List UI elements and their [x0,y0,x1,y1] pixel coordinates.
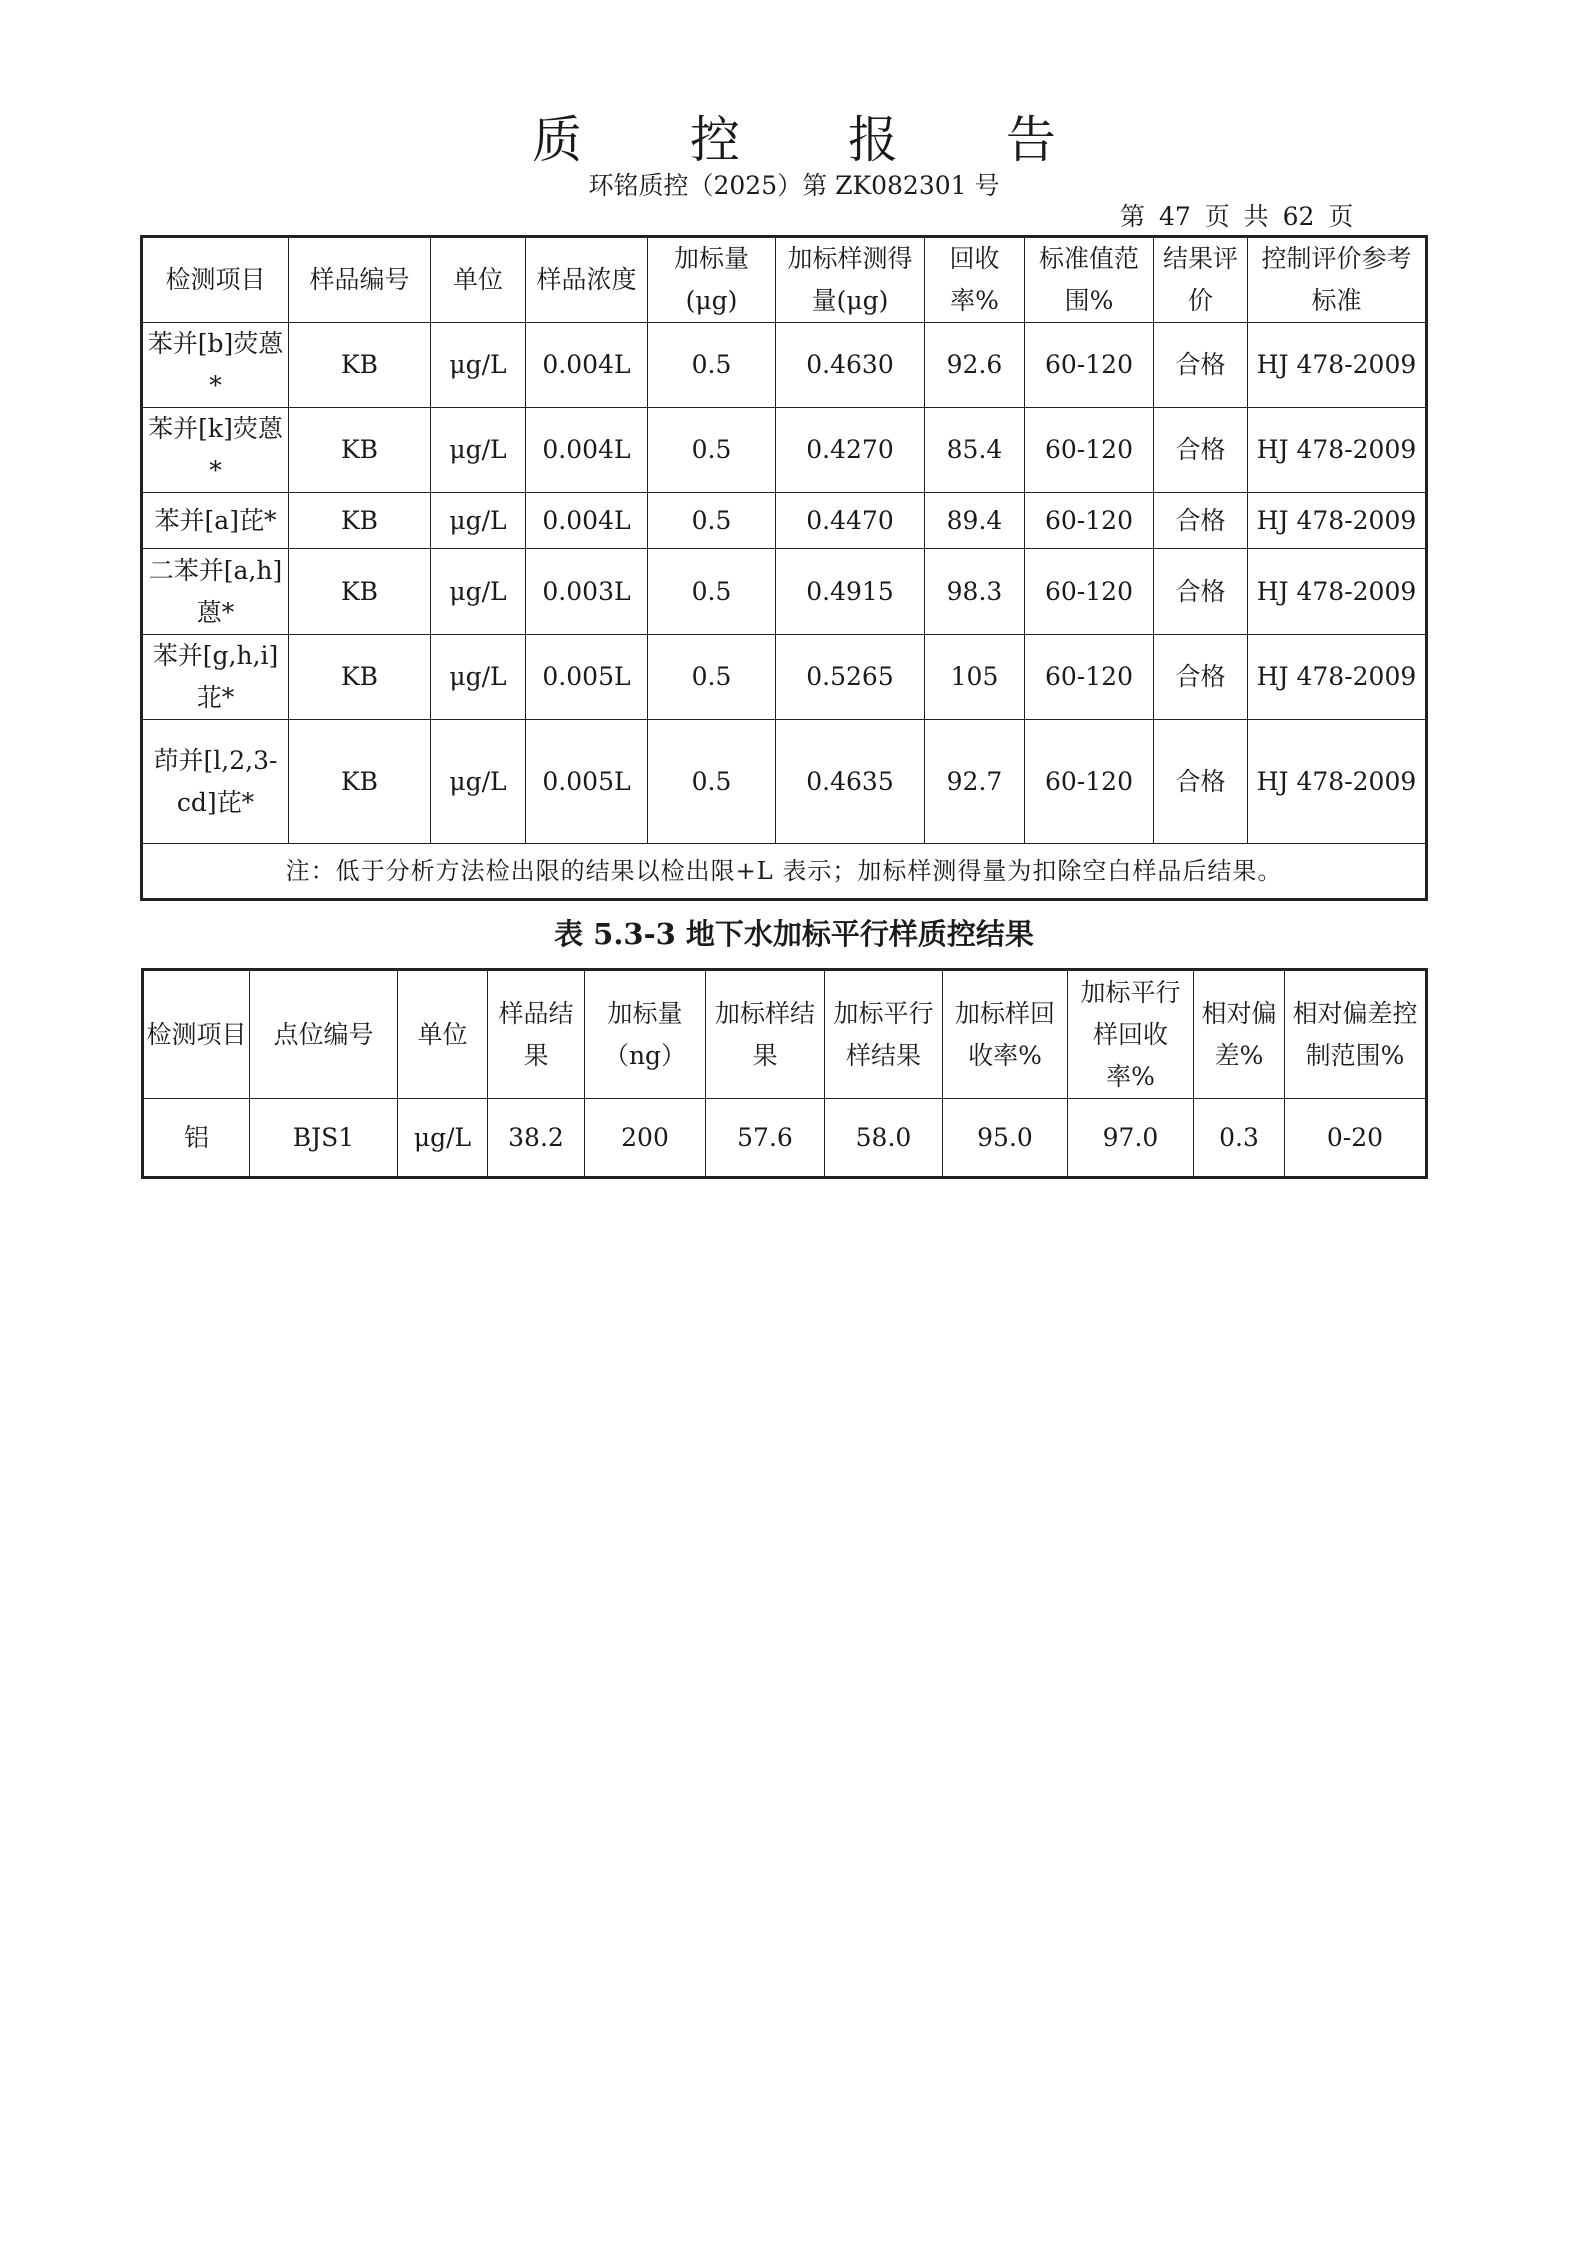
table-cell: 0.5 [648,408,776,493]
table-note: 注：低于分析方法检出限的结果以检出限+L 表示；加标样测得量为扣除空白样品后结果。 [142,844,1427,900]
table-cell: 0-20 [1285,1099,1427,1178]
table-row [142,323,1427,408]
table-cell: 苯并[a]芘* [142,493,289,549]
table-header-row [142,237,1427,323]
table-cell: 60-120 [1025,549,1154,635]
table-cell: 铝 [143,1099,250,1178]
table-cell: 89.4 [925,493,1025,549]
spike-recovery-table [140,235,1428,901]
table-cell: KB [289,549,431,635]
report-title: 质 控 报 告 [532,111,1102,169]
header-cell: 单位 [431,237,526,323]
table-cell: 0.005L [526,635,648,720]
table-header-row [143,970,1427,1099]
header-cell: 加标量(μg) [648,237,776,323]
table-cell: HJ 478-2009 [1248,720,1427,844]
table-cell: 0.5 [648,720,776,844]
table-cell: μg/L [398,1099,488,1178]
table-cell: 合格 [1154,408,1248,493]
table-cell: 95.0 [943,1099,1068,1178]
table-cell: 0.003L [526,549,648,635]
table-cell: HJ 478-2009 [1248,635,1427,720]
table-cell: 60-120 [1025,408,1154,493]
header-cell: 样品结果 [488,970,585,1099]
table-cell: 97.0 [1068,1099,1194,1178]
header-cell: 相对偏差% [1194,970,1285,1099]
table-cell: 0.4635 [776,720,925,844]
table-cell: 茚并[l,2,3-cd]芘* [142,720,289,844]
table-cell: 60-120 [1025,323,1154,408]
header-cell: 加标样测得量(μg) [776,237,925,323]
header-cell: 回收率% [925,237,1025,323]
table-cell: 60-120 [1025,635,1154,720]
header-cell: 加标样回收率% [943,970,1068,1099]
table-cell: 0.4630 [776,323,925,408]
table-cell: 合格 [1154,549,1248,635]
table-cell: 合格 [1154,720,1248,844]
table-cell: 二苯并[a,h]蒽* [142,549,289,635]
table-cell: 92.7 [925,720,1025,844]
header-cell: 加标量（ng） [585,970,706,1099]
table-note-row [142,844,1427,900]
table-cell: 98.3 [925,549,1025,635]
table-cell: μg/L [431,323,526,408]
table-row [142,635,1427,720]
header-cell: 检测项目 [142,237,289,323]
table-cell: 85.4 [925,408,1025,493]
table-cell: BJS1 [250,1099,398,1178]
table-cell: μg/L [431,720,526,844]
table-cell: KB [289,720,431,844]
table-cell: 苯并[k]荧蒽* [142,408,289,493]
table-row [142,408,1427,493]
table-cell: HJ 478-2009 [1248,549,1427,635]
table-cell: μg/L [431,493,526,549]
header-cell: 样品编号 [289,237,431,323]
table-cell: 57.6 [706,1099,825,1178]
header-cell: 结果评价 [1154,237,1248,323]
header-cell: 加标平行样结果 [825,970,943,1099]
table-cell: 0.5 [648,323,776,408]
table-cell: HJ 478-2009 [1248,493,1427,549]
header-cell: 检测项目 [143,970,250,1099]
header-cell: 加标样结果 [706,970,825,1099]
table-cell: KB [289,323,431,408]
header-cell: 相对偏差控制范围% [1285,970,1427,1099]
header-cell: 加标平行样回收率% [1068,970,1194,1099]
table-cell: 38.2 [488,1099,585,1178]
header-cell: 点位编号 [250,970,398,1099]
table-cell: HJ 478-2009 [1248,323,1427,408]
table-cell: 60-120 [1025,493,1154,549]
table-cell: μg/L [431,635,526,720]
table-row [142,549,1427,635]
table-cell: 0.4915 [776,549,925,635]
parallel-spike-table [141,968,1428,1179]
table-cell: 92.6 [925,323,1025,408]
table-cell: 60-120 [1025,720,1154,844]
table-cell: KB [289,635,431,720]
table-cell: μg/L [431,549,526,635]
table-cell: 0.4470 [776,493,925,549]
table-cell: 0.5 [648,635,776,720]
table-row [142,493,1427,549]
table-cell: 58.0 [825,1099,943,1178]
table-cell: 0.004L [526,323,648,408]
table-row [142,720,1427,844]
table-cell: 合格 [1154,635,1248,720]
table-cell: 合格 [1154,493,1248,549]
table-cell: 0.005L [526,720,648,844]
table-cell: 0.5 [648,549,776,635]
table-cell: 合格 [1154,323,1248,408]
report-number: 环铭质控（2025）第 ZK082301 号 [588,171,1000,200]
table-cell: 200 [585,1099,706,1178]
header-cell: 样品浓度 [526,237,648,323]
table-cell: HJ 478-2009 [1248,408,1427,493]
table-cell: 0.3 [1194,1099,1285,1178]
table-cell: 苯并[b]荧蒽* [142,323,289,408]
table-cell: 0.004L [526,408,648,493]
table-row [143,1099,1427,1178]
table-cell: 0.5 [648,493,776,549]
header-cell: 控制评价参考标准 [1248,237,1427,323]
table-cell: μg/L [431,408,526,493]
table-cell: 0.004L [526,493,648,549]
header-cell: 标准值范围% [1025,237,1154,323]
page-number: 第 47 页 共 62 页 [1120,202,1354,231]
table-cell: 苯并[g,h,i]苝* [142,635,289,720]
table-caption: 表 5.3-3 地下水加标平行样质控结果 [554,917,1034,951]
header-cell: 单位 [398,970,488,1099]
table-cell: KB [289,408,431,493]
table-cell: 0.4270 [776,408,925,493]
table-cell: KB [289,493,431,549]
table-cell: 0.5265 [776,635,925,720]
table-cell: 105 [925,635,1025,720]
